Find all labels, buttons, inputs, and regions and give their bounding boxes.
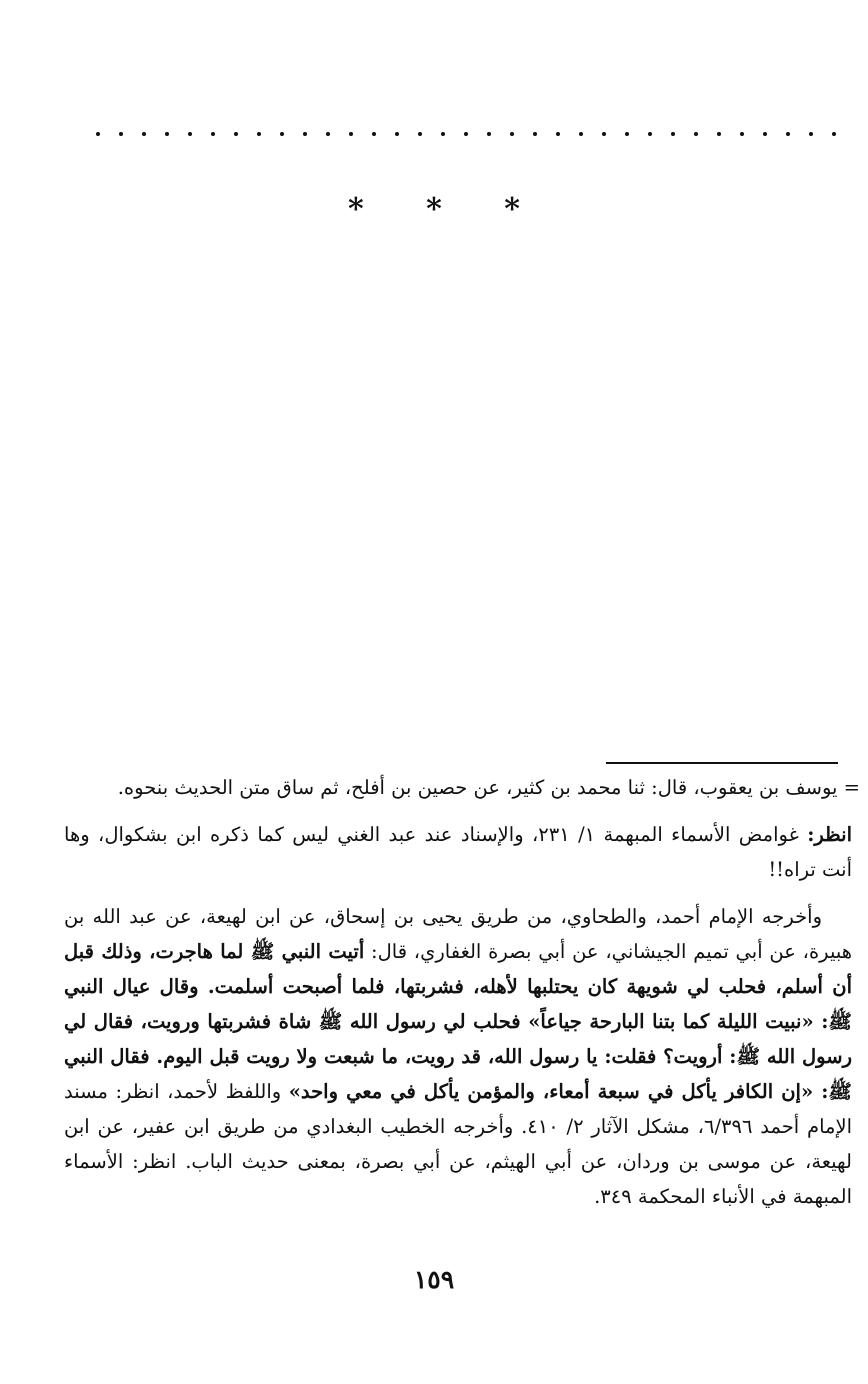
- dot: [441, 132, 445, 136]
- dot: [602, 132, 606, 136]
- section-separator-stars: * * *: [348, 192, 546, 227]
- dot: [579, 132, 583, 136]
- dot: [464, 132, 468, 136]
- dot: [142, 132, 146, 136]
- dot: [832, 132, 836, 136]
- dot: [188, 132, 192, 136]
- dot: [372, 132, 376, 136]
- dotted-separator: [96, 126, 836, 142]
- paragraph-intro: وأخرجه الإمام أحمد، والطحاوي، من طريق يحيى بن إسحاق، عن ابن لهيعة، عن عبد الله بن هبيرة، عن أبي تميم الجيشاني، عن أبي بصرة الغفاري، قال:: [64, 905, 852, 963]
- dot: [418, 132, 422, 136]
- dot: [257, 132, 261, 136]
- dot: [809, 132, 813, 136]
- dot: [625, 132, 629, 136]
- dot: [395, 132, 399, 136]
- dot: [165, 132, 169, 136]
- dot: [740, 132, 744, 136]
- dot: [211, 132, 215, 136]
- dot: [763, 132, 767, 136]
- dot: [533, 132, 537, 136]
- footnote-rule: [606, 762, 838, 764]
- dot: [96, 132, 100, 136]
- dot: [786, 132, 790, 136]
- footnote-reference: [64, 817, 852, 887]
- dot: [280, 132, 284, 136]
- dot: [694, 132, 698, 136]
- dot: [487, 132, 491, 136]
- see-label: انظر:: [807, 823, 852, 846]
- dot: [119, 132, 123, 136]
- dot: [717, 132, 721, 136]
- dot: [349, 132, 353, 136]
- dot: [648, 132, 652, 136]
- dot: [326, 132, 330, 136]
- footnotes: [64, 770, 860, 1214]
- dot: [556, 132, 560, 136]
- dot: [510, 132, 514, 136]
- footnote-paragraph: [64, 899, 852, 1214]
- footnote-continuation: = يوسف بن يعقوب، قال: ثنا محمد بن كثير، عن حصين بن أفلح، ثم ساق متن الحديث بنحوه.: [117, 776, 860, 799]
- paragraph-tail: واللفظ لأحمد، انظر: مسند الإمام أحمد ٦/٣٩٦، مشكل الآثار ٢/ ٤١٠. وأخرجه الخطيب البغدادي من طريق ابن عفير، عن ابن لهيعة، عن موسى بن وردان، عن أبي الهيثم، عن أبي بصرة، بمعنى حديث الباب. انظر: الأسماء المبهمة في الأنباء المحكمة ٣٤٩.: [64, 1080, 853, 1208]
- page-number: ١٥٩: [413, 1265, 455, 1294]
- dot: [671, 132, 675, 136]
- dot: [303, 132, 307, 136]
- dot: [234, 132, 238, 136]
- hadith-text: أتيت النبي ﷺ لما هاجرت، وذلك قبل أن أسلم، فحلب لي شويهة كان يحتلبها لأهله، فشربتها، فلما أصبحت أسلمت. وقال عيال النبي ﷺ: «نبيت الليلة كما بتنا البارحة جياعاً» فحلب لي رسول الله ﷺ شاة فشربتها ورويت، فقال لي رسول الله ﷺ: أرويت؟ فقلت: يا رسول الله، قد رويت، ما شبعت ولا رويت قبل اليوم. فقال النبي ﷺ: «إن الكافر يأكل في سبعة أمعاء، والمؤمن يأكل في معي واحد»: [64, 940, 852, 1103]
- see-text: غوامض الأسماء المبهمة ١/ ٢٣١، والإسناد عند عبد الغني ليس كما ذكره ابن بشكوال، وها أنت تراه!!: [64, 823, 852, 881]
